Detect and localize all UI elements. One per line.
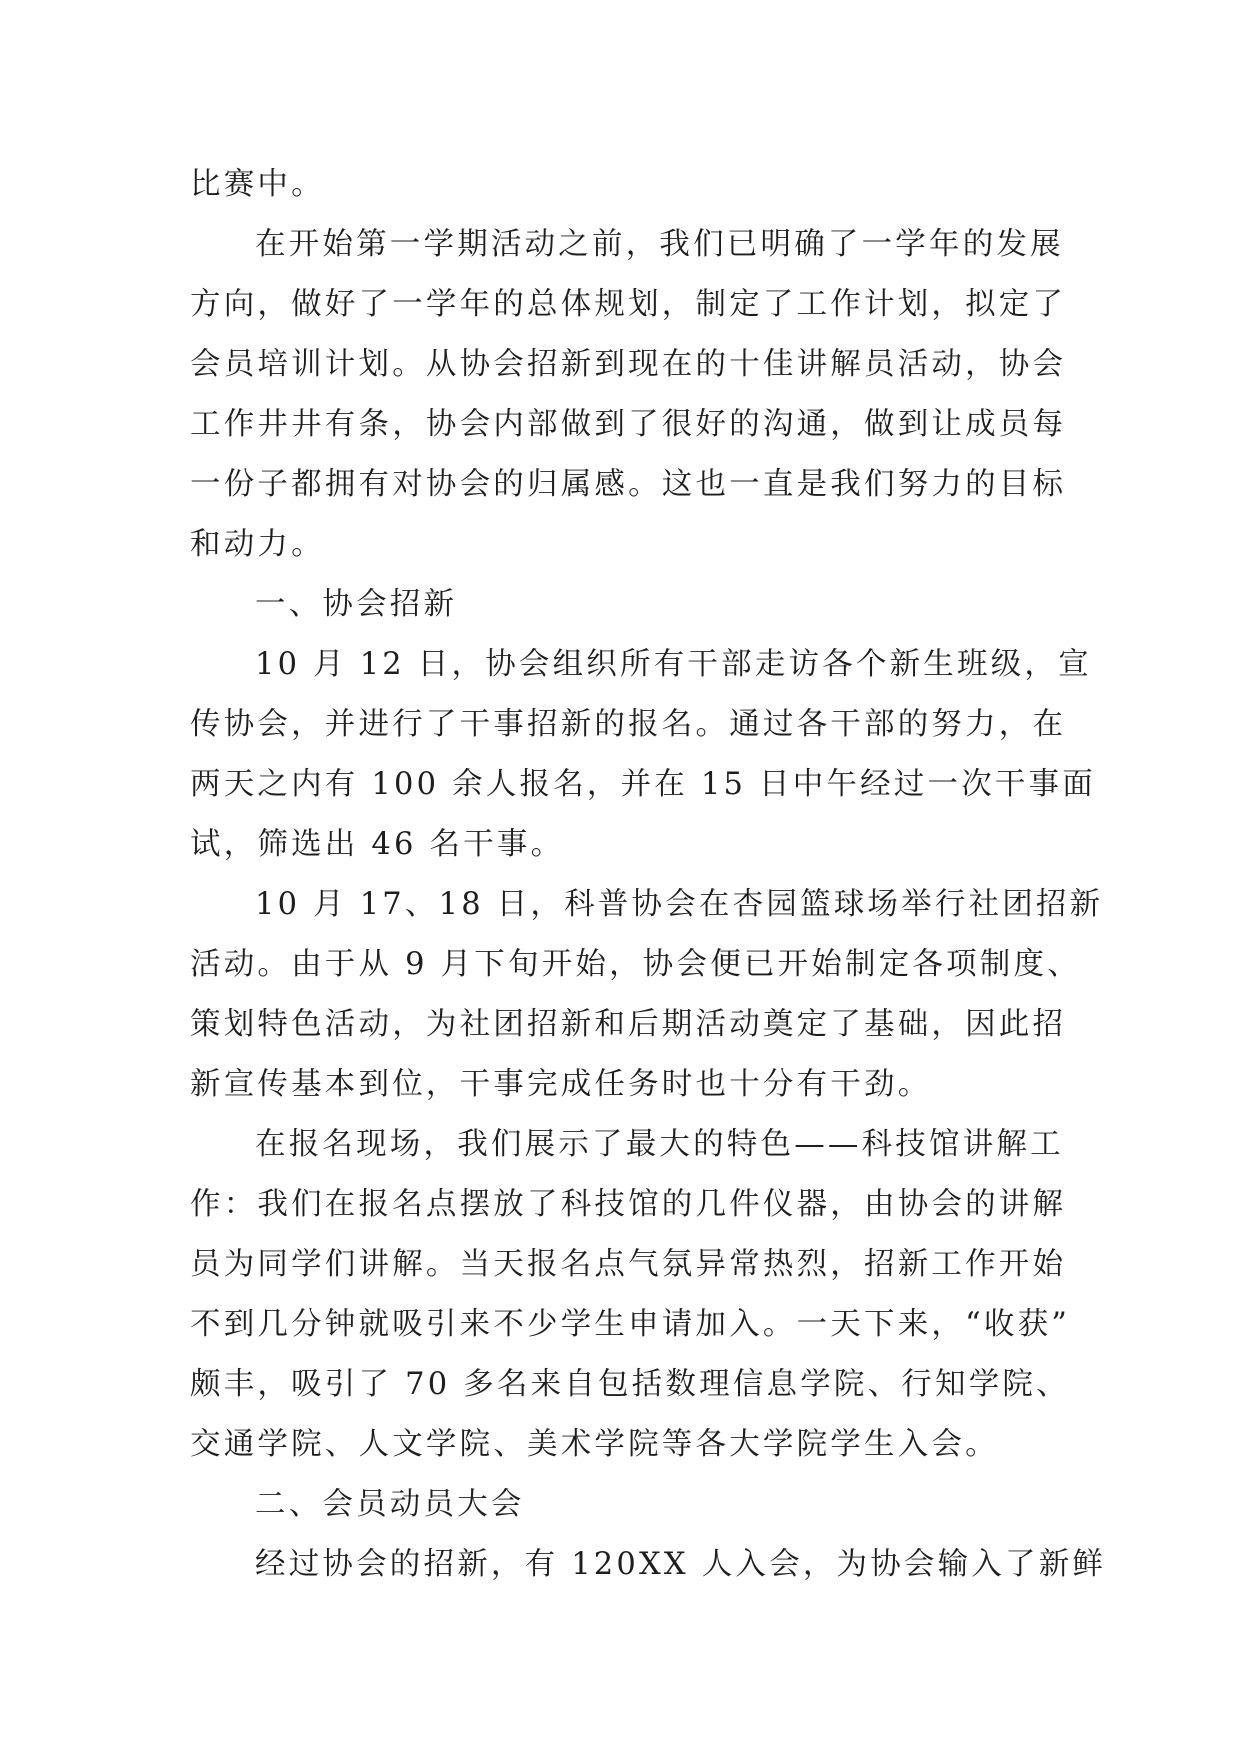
text-line: 一份子都拥有对协会的归属感。这也一直是我们努力的目标	[190, 467, 1067, 502]
text-line: 工作井井有条，协会内部做到了很好的沟通，做到让成员每	[190, 407, 1067, 442]
text-line: 试，筛选出 46 名干事。	[190, 827, 565, 862]
text-line: 方向，做好了一学年的总体规划，制定了工作计划，拟定了	[190, 287, 1067, 322]
text-line: 会员培训计划。从协会招新到现在的十佳讲解员活动，协会	[190, 347, 1067, 382]
text-line: 交通学院、人文学院、美术学院等各大学院学生入会。	[190, 1427, 999, 1462]
text-line: 策划特色活动，为社团招新和后期活动奠定了基础，因此招	[190, 1007, 1067, 1042]
text-line: 新宣传基本到位，干事完成任务时也十分有干劲。	[190, 1067, 932, 1102]
section-heading-recruitment: 一、协会招新	[255, 587, 458, 622]
section-heading-member-meeting: 二、会员动员大会	[255, 1487, 525, 1522]
text-line: 传协会，并进行了干事招新的报名。通过各干部的努力，在	[190, 707, 1067, 742]
paragraph-start-line: 在开始第一学期活动之前，我们已明确了一学年的发展	[255, 227, 1064, 262]
paragraph-start-line: 经过协会的招新，有 120XX 人入会，为协会输入了新鲜	[255, 1547, 1107, 1582]
text-line: 不到几分钟就吸引来不少学生申请加入。一天下来，“收获”	[190, 1307, 1071, 1342]
text-line: 两天之内有 100 余人报名，并在 15 日中午经过一次干事面	[190, 767, 1097, 802]
document-body	[190, 155, 1107, 1595]
text-line: 颇丰，吸引了 70 多名来自包括数理信息学院、行知学院、	[190, 1367, 1070, 1402]
paragraph-start-line: 10 月 12 日，协会组织所有干部走访各个新生班级，宣	[255, 647, 1092, 682]
text-line: 比赛中。	[190, 167, 325, 202]
text-line: 作：我们在报名点摆放了科技馆的几件仪器，由协会的讲解	[190, 1187, 1067, 1222]
text-line: 员为同学们讲解。当天报名点气氛异常热烈，招新工作开始	[190, 1247, 1067, 1282]
paragraph-start-line: 在报名现场，我们展示了最大的特色——科技馆讲解工	[255, 1127, 1064, 1162]
paragraph-start-line: 10 月 17、18 日，科普协会在杏园篮球场举行社团招新	[255, 887, 1104, 922]
text-line: 和动力。	[190, 527, 325, 562]
text-line: 活动。由于从 9 月下旬开始，协会便已开始制定各项制度、	[190, 947, 1081, 982]
